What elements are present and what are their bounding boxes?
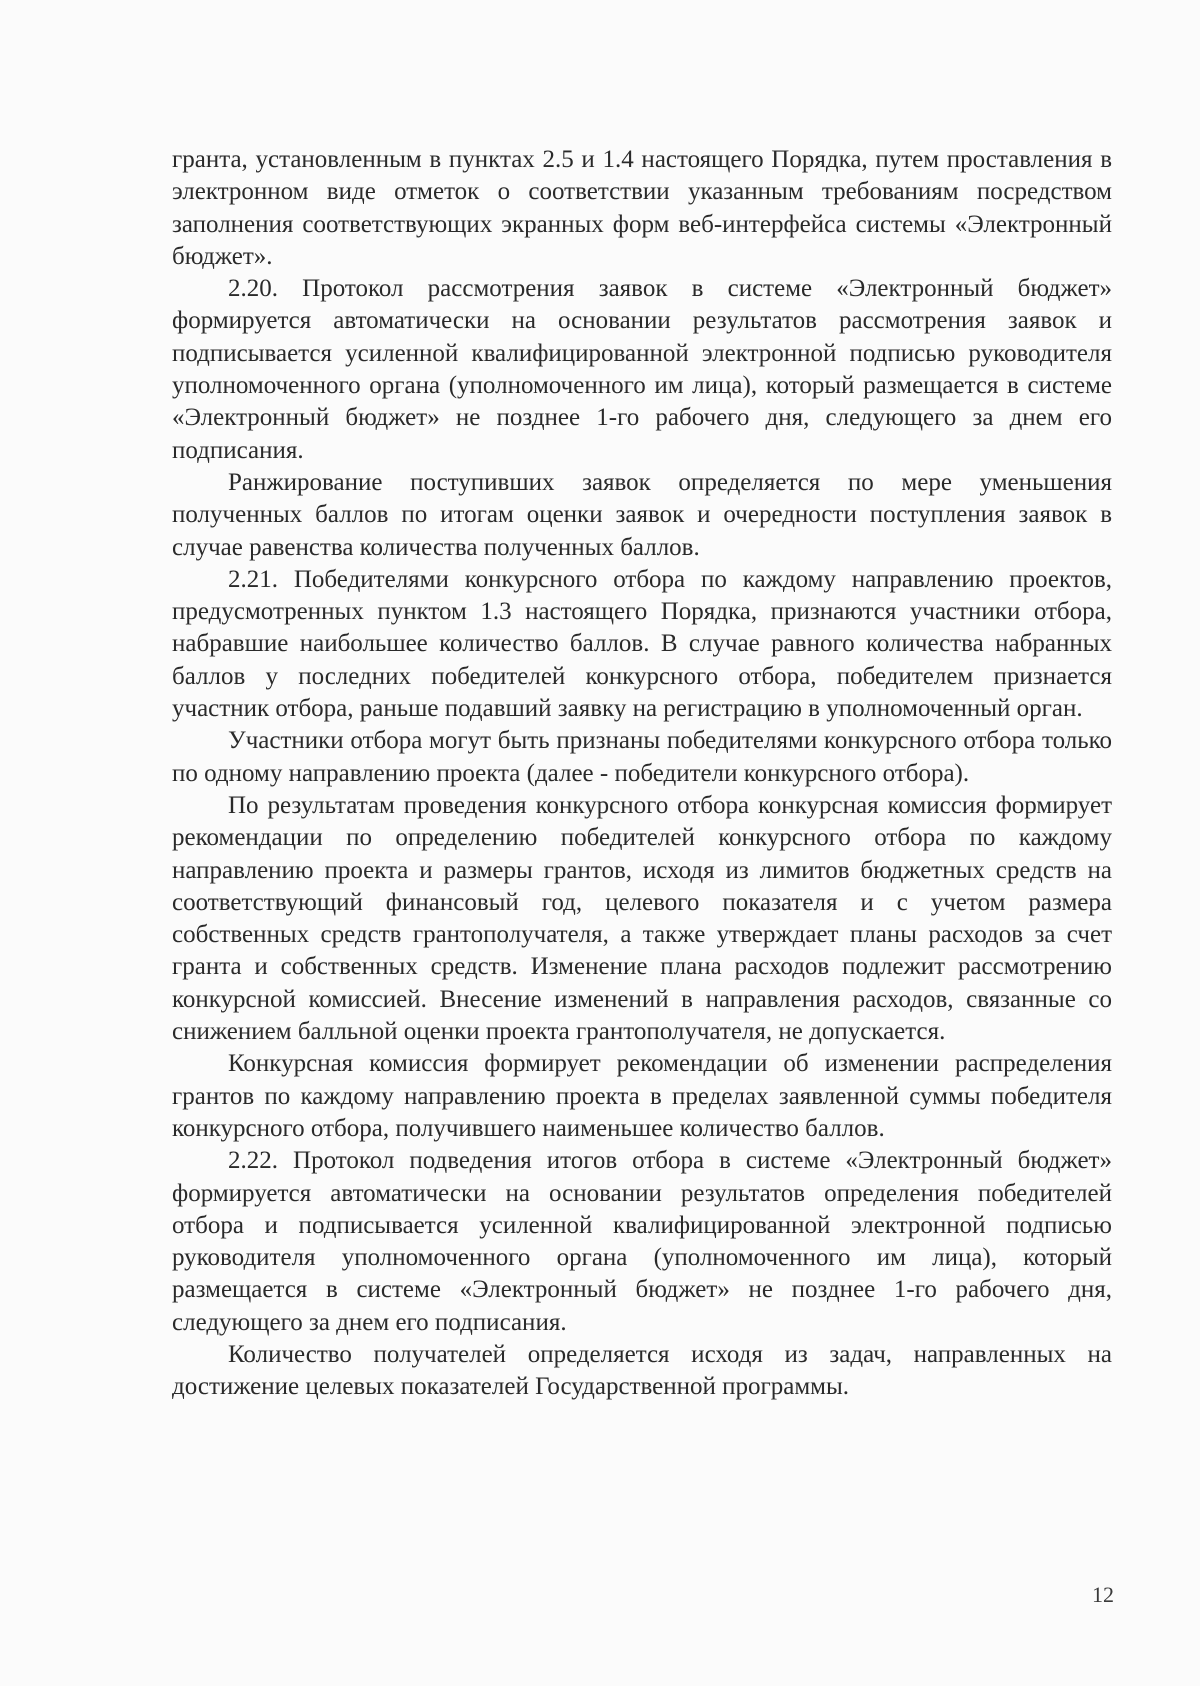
page-number: 12: [1092, 1582, 1114, 1607]
paragraph-clause-2-21: 2.21. Победителями конкурсного отбора по каждому направлению проектов, предусмотренных пунктом 1.3 настоящего Порядка, признаются участники отбора, набравшие наибольшее количество баллов. В случае равного количества набранных баллов у последних победителей конкурсного отбора, победителем признается участник отбора, раньше подавший заявку на регистрацию в уполномоченный орган.: [172, 565, 1112, 723]
paragraph-ranking: Ранжирование поступивших заявок определяется по мере уменьшения полученных баллов по итогам оценки заявок и очередности поступления заявок в случае равенства количества полученных баллов.: [172, 468, 1112, 561]
paragraph-clause-2-20: 2.20. Протокол рассмотрения заявок в системе «Электронный бюджет» формируется автоматически на основании результатов рассмотрения заявок и подписывается усиленной квалифицированной электронной подписью руководителя уполномоченного органа (уполномоченного им лица), который размещается в системе «Электронный бюджет» не позднее 1-го рабочего дня, следующего за днем его подписания.: [172, 275, 1112, 464]
paragraph-participants: Участники отбора могут быть признаны победителями конкурсного отбора только по одному направлению проекта (далее - победители конкурсного отбора).: [172, 727, 1112, 787]
paragraph-recipients: Количество получателей определяется исходя из задач, направленных на достижение целевых показателей Государственной программы.: [172, 1340, 1112, 1401]
paragraph-continuation: гранта, установленным в пунктах 2.5 и 1.4 настоящего Порядка, путем проставления в электронном виде отметок о соответствии указанным требованиям посредством заполнения соответствующих экранных форм веб-интерфейса системы «Электронный бюджет».: [172, 146, 1112, 270]
paragraph-commission: Конкурсная комиссия формирует рекомендации об изменении распределения грантов по каждому направлению проекта в пределах заявленной суммы победителя конкурсного отбора, получившего наименьшее количество баллов.: [172, 1050, 1112, 1142]
paragraph-results: По результатам проведения конкурсного отбора конкурсная комиссия формирует рекомендации по определению победителей конкурсного отбора по каждому направлению проекта и размеры грантов, исходя из лимитов бюджетных средств на соответствующий финансовый год, целевого показателя и с учетом размера собственных средств грантополучателя, а также утверждает планы расходов за счет гранта и собственных средств. Изменение плана расходов подлежит рассмотрению конкурсной комиссией. Внесение изменений в направления расходов, связанные со снижением балльной оценки проекта грантополучателя, не допускается.: [172, 791, 1112, 1046]
paragraph-clause-2-22: 2.22. Протокол подведения итогов отбора в системе «Электронный бюджет» формируется автоматически на основании результатов определения победителей отбора и подписывается усиленной квалифицированной электронной подписью руководителя уполномоченного органа (уполномоченного им лица), который размещается в системе «Электронный бюджет» не позднее 1-го рабочего дня, следующего за днем его подписания.: [172, 1147, 1112, 1336]
document-body: [172, 144, 1112, 1404]
